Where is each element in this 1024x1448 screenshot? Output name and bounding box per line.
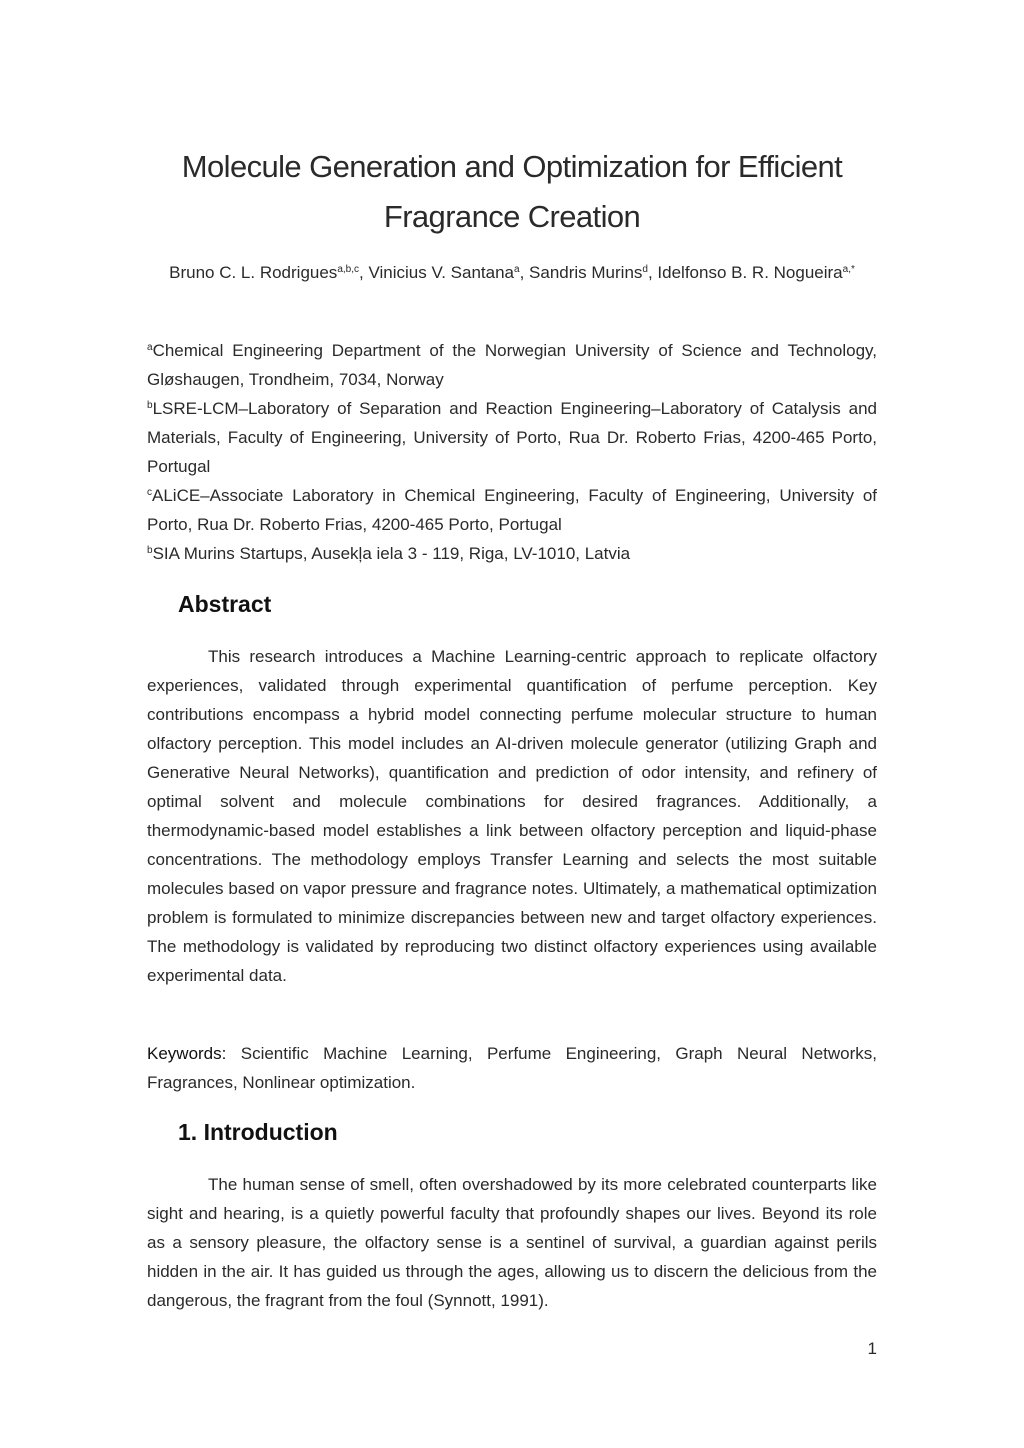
affiliation: [147, 394, 877, 481]
keywords-text: Scientific Machine Learning, Perfume Engineering, Graph Neural Networks, Fragrances, Nonlinear optimization.: [147, 1044, 877, 1092]
author-affil-mark: a,b,c: [337, 264, 359, 275]
paper-title: [147, 142, 877, 242]
affiliation: [147, 336, 877, 394]
author-affil-mark: a,*: [842, 264, 855, 275]
keywords: [147, 1039, 877, 1097]
affiliation-text: Chemical Engineering Department of the Norwegian University of Science and Technology, Gløshaugen, Trondheim, 7034, Norway: [147, 341, 877, 389]
keywords-label: Keywords:: [147, 1044, 227, 1063]
author-separator: ,: [519, 263, 530, 282]
affiliation-text: SIA Murins Startups, Ausekļa iela 3 - 119, Riga, LV-1010, Latvia: [152, 544, 631, 563]
author-affil-mark: d: [642, 264, 648, 275]
page-number: 1: [867, 1339, 877, 1358]
author-name: Sandris Murins: [529, 263, 643, 282]
affiliation: [147, 481, 877, 539]
title-line-2: Fragrance Creation: [383, 199, 641, 234]
author-affil-mark: a: [514, 264, 520, 275]
affiliation-mark: a: [147, 342, 153, 353]
author-list: [147, 258, 877, 287]
affiliation-list: [147, 336, 877, 568]
author-name: Vinicius V. Santana: [368, 263, 515, 282]
author-name: Bruno C. L. Rodrigues: [169, 263, 338, 282]
author-separator: ,: [359, 263, 369, 282]
affiliation-mark: b: [147, 545, 153, 556]
affiliation-mark: b: [147, 400, 153, 411]
affiliation-text: ALiCE–Associate Laboratory in Chemical Engineering, Faculty of Engineering, University of Porto, Rua Dr. Roberto Frias, 4200-465 Porto, Portugal: [147, 486, 877, 534]
affiliation-text: LSRE-LCM–Laboratory of Separation and Reaction Engineering–Laboratory of Catalysis and Materials, Faculty of Engineering, University of Porto, Rua Dr. Roberto Frias, 4200-465 Porto, Portugal: [147, 399, 877, 476]
affiliation: [147, 539, 877, 568]
introduction-paragraph: The human sense of smell, often overshadowed by its more celebrated counterparts like sight and hearing, is a quietly powerful faculty that profoundly shapes our lives. Beyond its role as a sensory pleasure, the olfactory sense is a sentinel of survival, a guardian against perils hidden in the air. It has guided us through the ages, allowing us to discern the delicious from the dangerous, the fragrant from the foul (Synnott, 1991).: [147, 1175, 877, 1310]
abstract-heading: Abstract: [178, 591, 272, 617]
author-name: Idelfonso B. R. Nogueira: [657, 263, 843, 282]
affiliation-mark: c: [147, 487, 152, 498]
abstract-paragraph: This research introduces a Machine Learning-centric approach to replicate olfactory experiences, validated through experimental quantification of perfume perception. Key contributions encompass a hybrid model connecting perfume molecular structure to human olfactory perception. This model includes an AI-driven molecule generator (utilizing Graph and Generative Neural Networks), quantification and prediction of odor intensity, and refinery of optimal solvent and molecule combinations for desired fragrances. Additionally, a thermodynamic-based model establishes a link between olfactory perception and liquid-phase concentrations. The methodology employs Transfer Learning and selects the most suitable molecules based on vapor pressure and fragrance notes. Ultimately, a mathematical optimization problem is formulated to minimize discrepancies between new and target olfactory experiences. The methodology is validated by reproducing two distinct olfactory experiences using available experimental data.: [147, 647, 877, 985]
author-separator: ,: [647, 263, 658, 282]
title-line-1: Molecule Generation and Optimization for Efficient: [181, 149, 843, 184]
introduction-heading: 1. Introduction: [178, 1119, 338, 1145]
